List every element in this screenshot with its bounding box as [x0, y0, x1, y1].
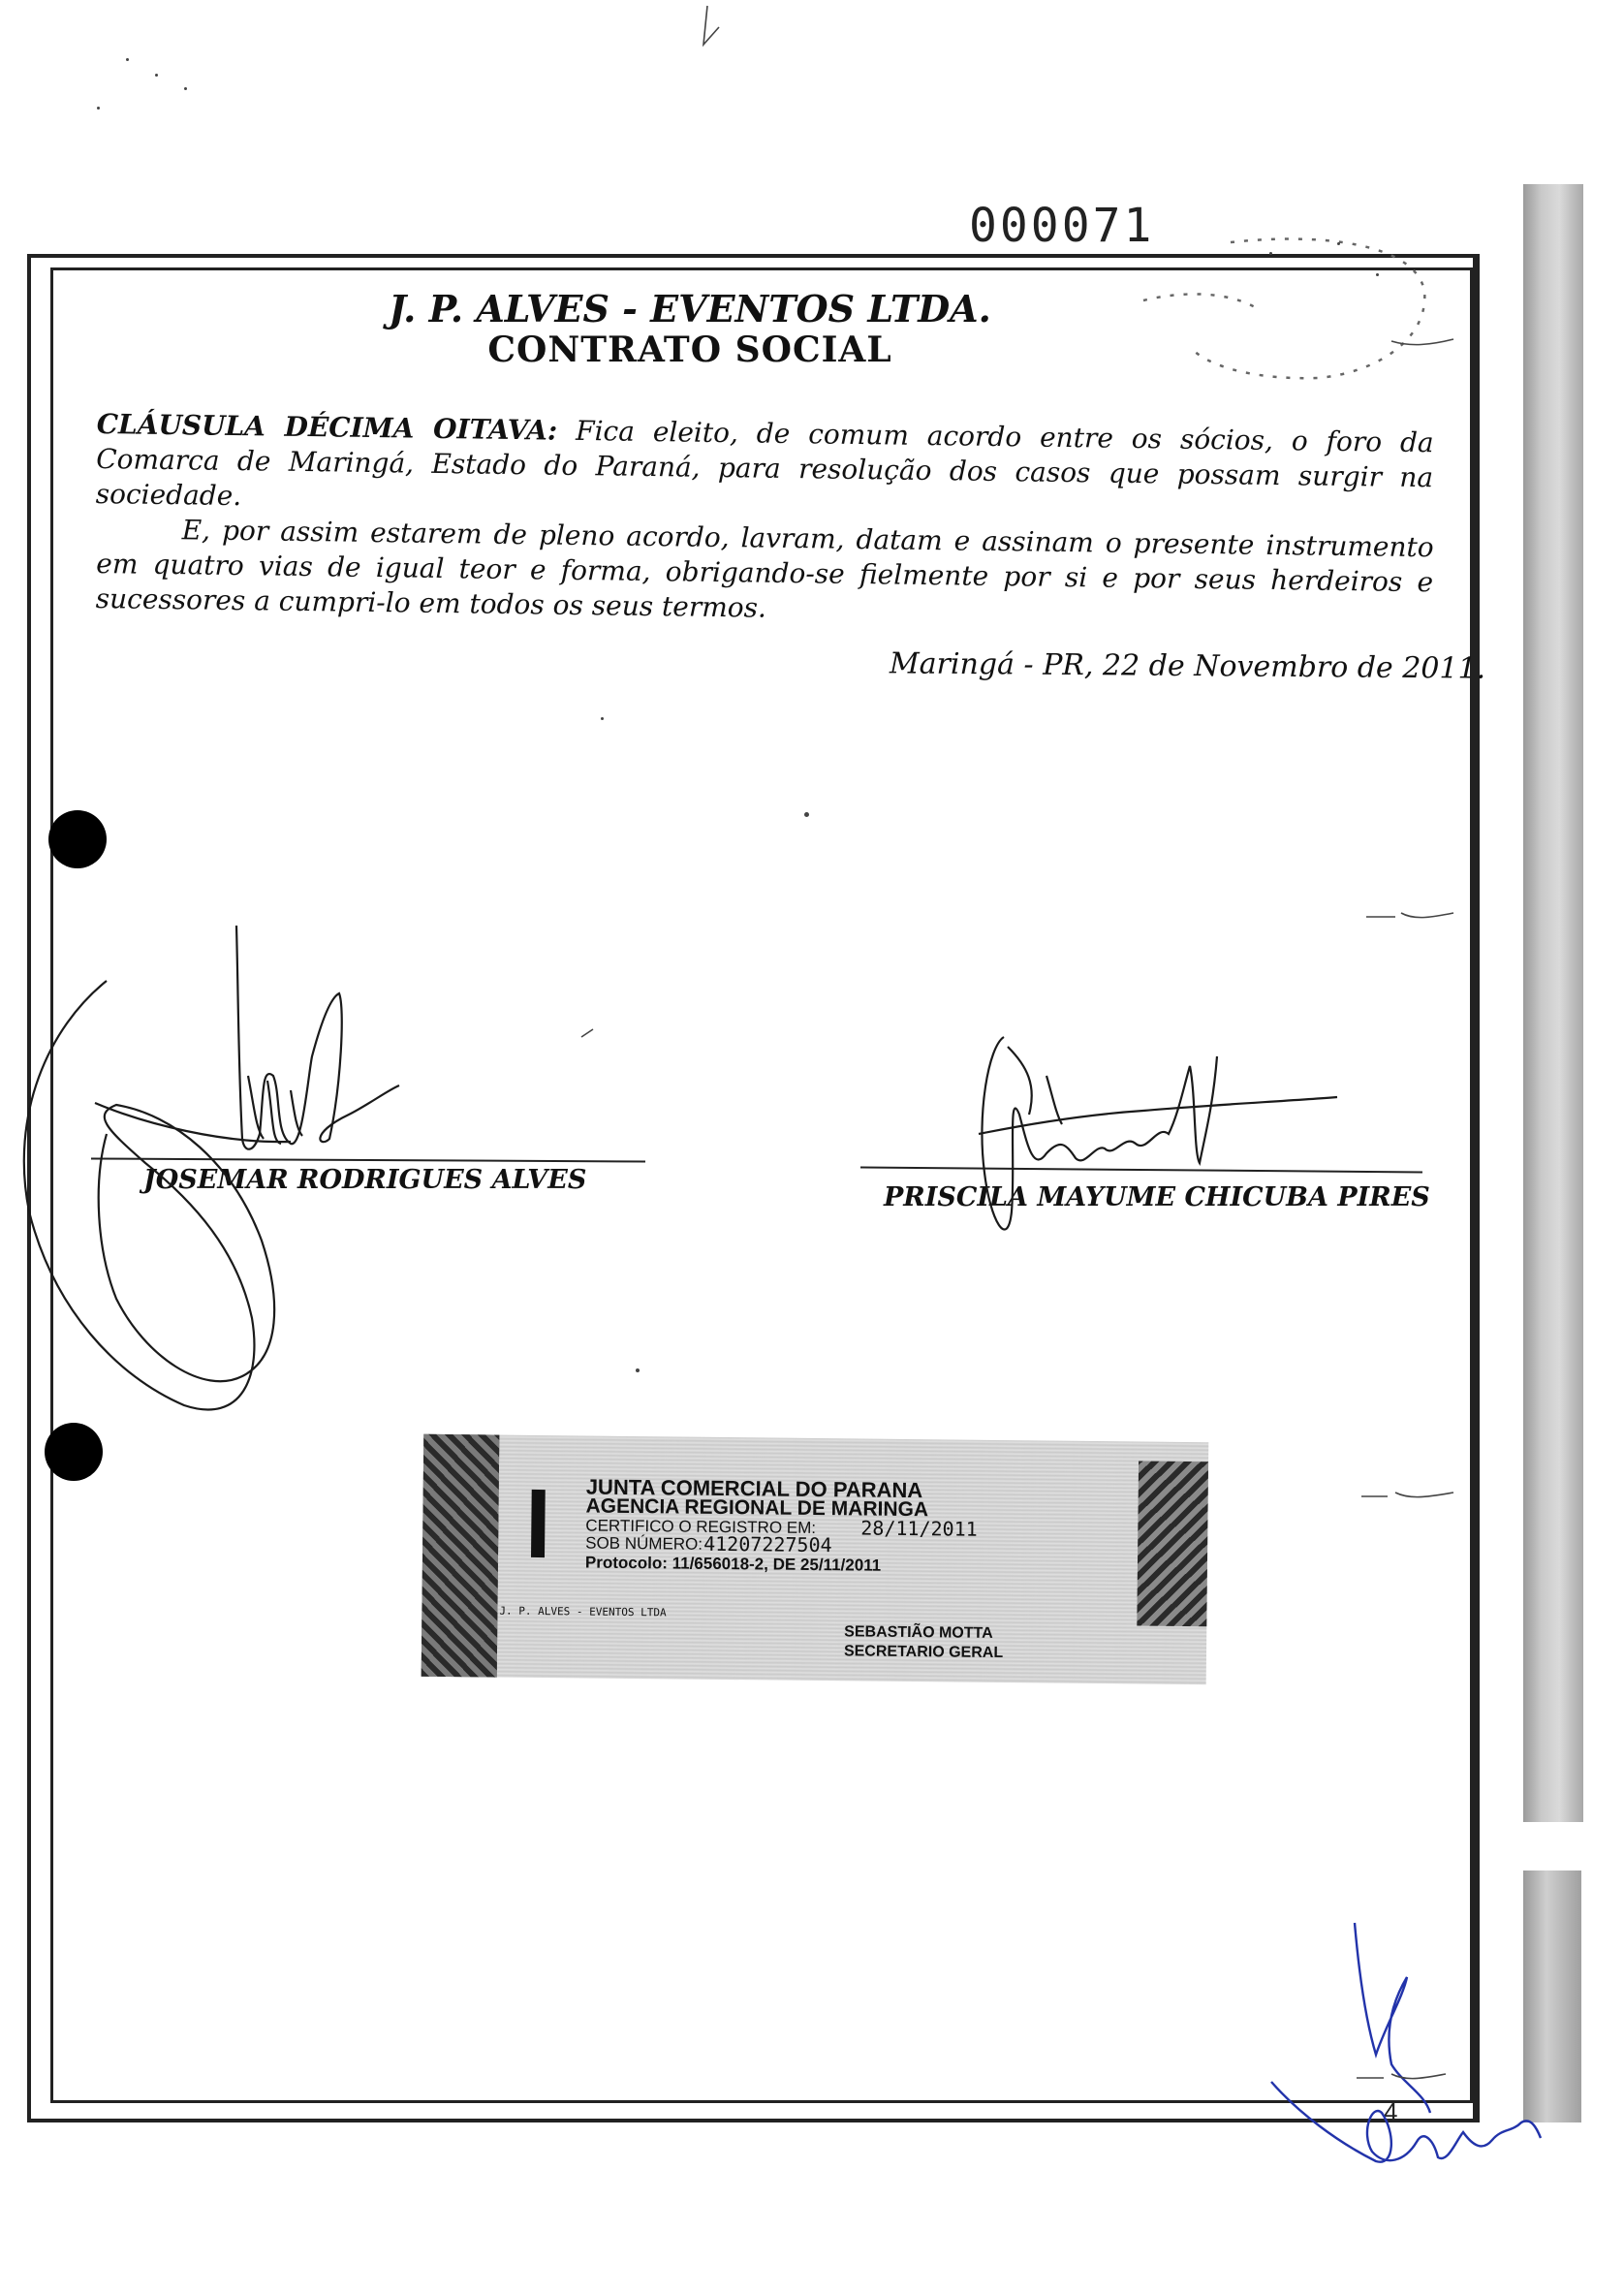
stamp-line-certify: CERTIFICO O REGISTRO EM:: [585, 1516, 817, 1538]
stamp-protocol: Protocolo: 11/656018-2, DE 25/11/2011: [584, 1553, 882, 1575]
folio-stamp-number: 000071: [969, 199, 1155, 253]
page-number: 4: [1384, 2097, 1398, 2126]
scan-speck: [97, 107, 100, 110]
place-and-date: Maringá - PR, 22 de Novembro de 2011.: [889, 646, 1486, 686]
signatory-name-right: PRISCILA MAYUME CHICUBA PIRES: [884, 1182, 1430, 1212]
stamp-registry-date: 28/11/2011: [860, 1516, 978, 1541]
stamp-registry-number: 41207227504: [703, 1531, 832, 1557]
faded-seal-marks: [1143, 239, 1424, 379]
scan-speck: [601, 717, 604, 720]
stamp-company: J. P. ALVES - EVENTOS LTDA: [499, 1604, 667, 1619]
scan-speck: [636, 1368, 640, 1372]
scan-speck: [1376, 273, 1379, 276]
company-name-heading: J. P. ALVES - EVENTOS LTDA.: [389, 287, 991, 330]
scan-speck: [804, 812, 809, 817]
blue-initials: [1271, 1923, 1541, 2162]
scan-speck: [1337, 242, 1340, 245]
stamp-officer-title: SECRETARIO GERAL: [843, 1643, 1004, 1662]
stamp-line-number-label: SOB NÚMERO:: [585, 1533, 703, 1554]
scan-speck: [1269, 252, 1272, 255]
closing-paragraph: E, por assim estarem de pleno acordo, lavram, datam e assinam o presente instrumento em quatro vias de igual teor e forma, obrigando-se fielmente por si e por seus herdeiros e sucessores a cumpri-lo em todos os seus termos.: [95, 514, 1434, 624]
signatory-name-left: JOSEMAR RODRIGUES ALVES: [143, 1165, 587, 1195]
stamp-line-board: JUNTA COMERCIAL DO PARANA: [585, 1474, 923, 1503]
scan-speck: [126, 58, 129, 61]
scan-speck: [155, 74, 158, 77]
clause-title: CLÁUSULA DÉCIMA OITAVA:: [96, 407, 558, 447]
clause-text: Fica eleito, de comum acordo entre os sócios, o foro da Comarca de Maringá, Estado do Paraná, para resolução dos casos que possam surgir na sociedade.: [95, 414, 1434, 513]
stamp-line-agency: AGENCIA REGIONAL DE MARINGA: [585, 1494, 929, 1522]
scan-speck: [184, 87, 187, 90]
margin-scribbles: [581, 6, 1453, 2079]
stamp-officer-name: SEBASTIÃO MOTTA: [844, 1623, 993, 1642]
document-title: CONTRATO SOCIAL: [487, 330, 892, 370]
signature-josemar: [24, 926, 399, 1409]
signature-priscila: [979, 1037, 1337, 1230]
